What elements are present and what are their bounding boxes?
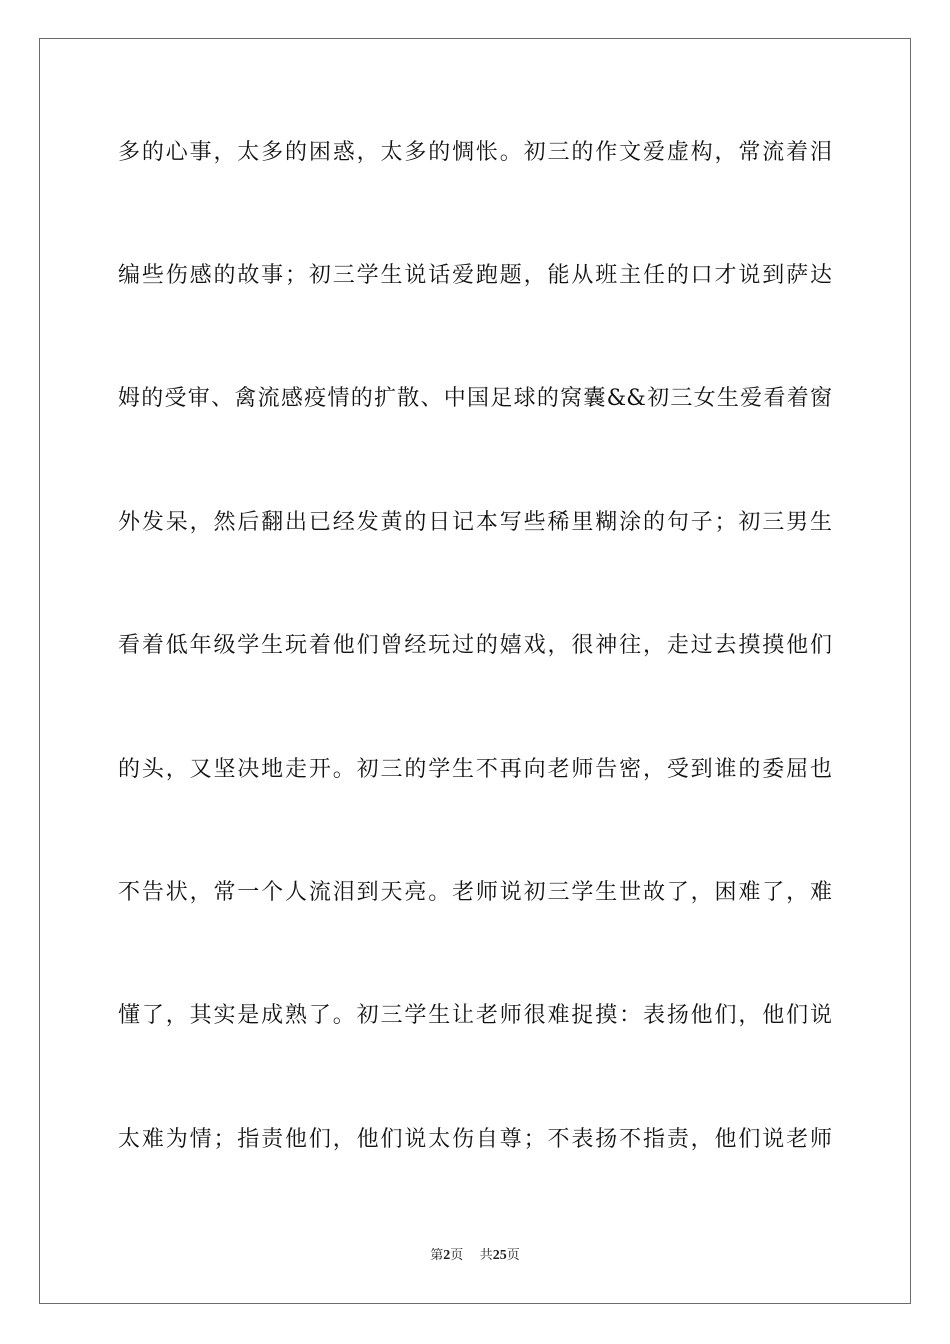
footer-prefix: 第 xyxy=(430,1248,444,1263)
body-line-1: 多的心事，太多的困惑，太多的惆怅。初三的作文爱虚构，常流着泪 xyxy=(118,140,832,165)
body-line-5: 看着低年级学生玩着他们曾经玩过的嬉戏，很神往，走过去摸摸他们 xyxy=(118,633,832,658)
body-line-7: 不告状，常一个人流泪到天亮。老师说初三学生世故了，困难了，难 xyxy=(118,880,832,905)
page-frame xyxy=(39,38,911,1304)
footer-total-pages: 25 xyxy=(492,1248,507,1263)
body-line-6: 的头，又坚决地走开。初三的学生不再向老师告密，受到谁的委屈也 xyxy=(118,757,832,782)
footer-page-number: 2 xyxy=(443,1248,451,1263)
body-line-4: 外发呆，然后翻出已经发黄的日记本写些稀里糊涂的句子；初三男生 xyxy=(118,510,832,535)
footer-page-suffix: 页 xyxy=(450,1248,464,1263)
footer-total-suffix: 页 xyxy=(506,1248,520,1263)
body-line-8: 懂了，其实是成熟了。初三学生让老师很难捉摸：表扬他们，他们说 xyxy=(118,1003,832,1028)
body-line-3: 姆的受审、禽流感疫情的扩散、中国足球的窝囊&&初三女生爱看着窗 xyxy=(118,386,832,411)
body-line-9: 太难为情；指责他们，他们说太伤自尊；不表扬不指责，他们说老师 xyxy=(118,1127,832,1152)
body-line-2: 编些伤感的故事；初三学生说话爱跑题，能从班主任的口才说到萨达 xyxy=(118,263,832,288)
page-footer xyxy=(0,1247,950,1265)
footer-total-prefix: 共 xyxy=(479,1248,493,1263)
